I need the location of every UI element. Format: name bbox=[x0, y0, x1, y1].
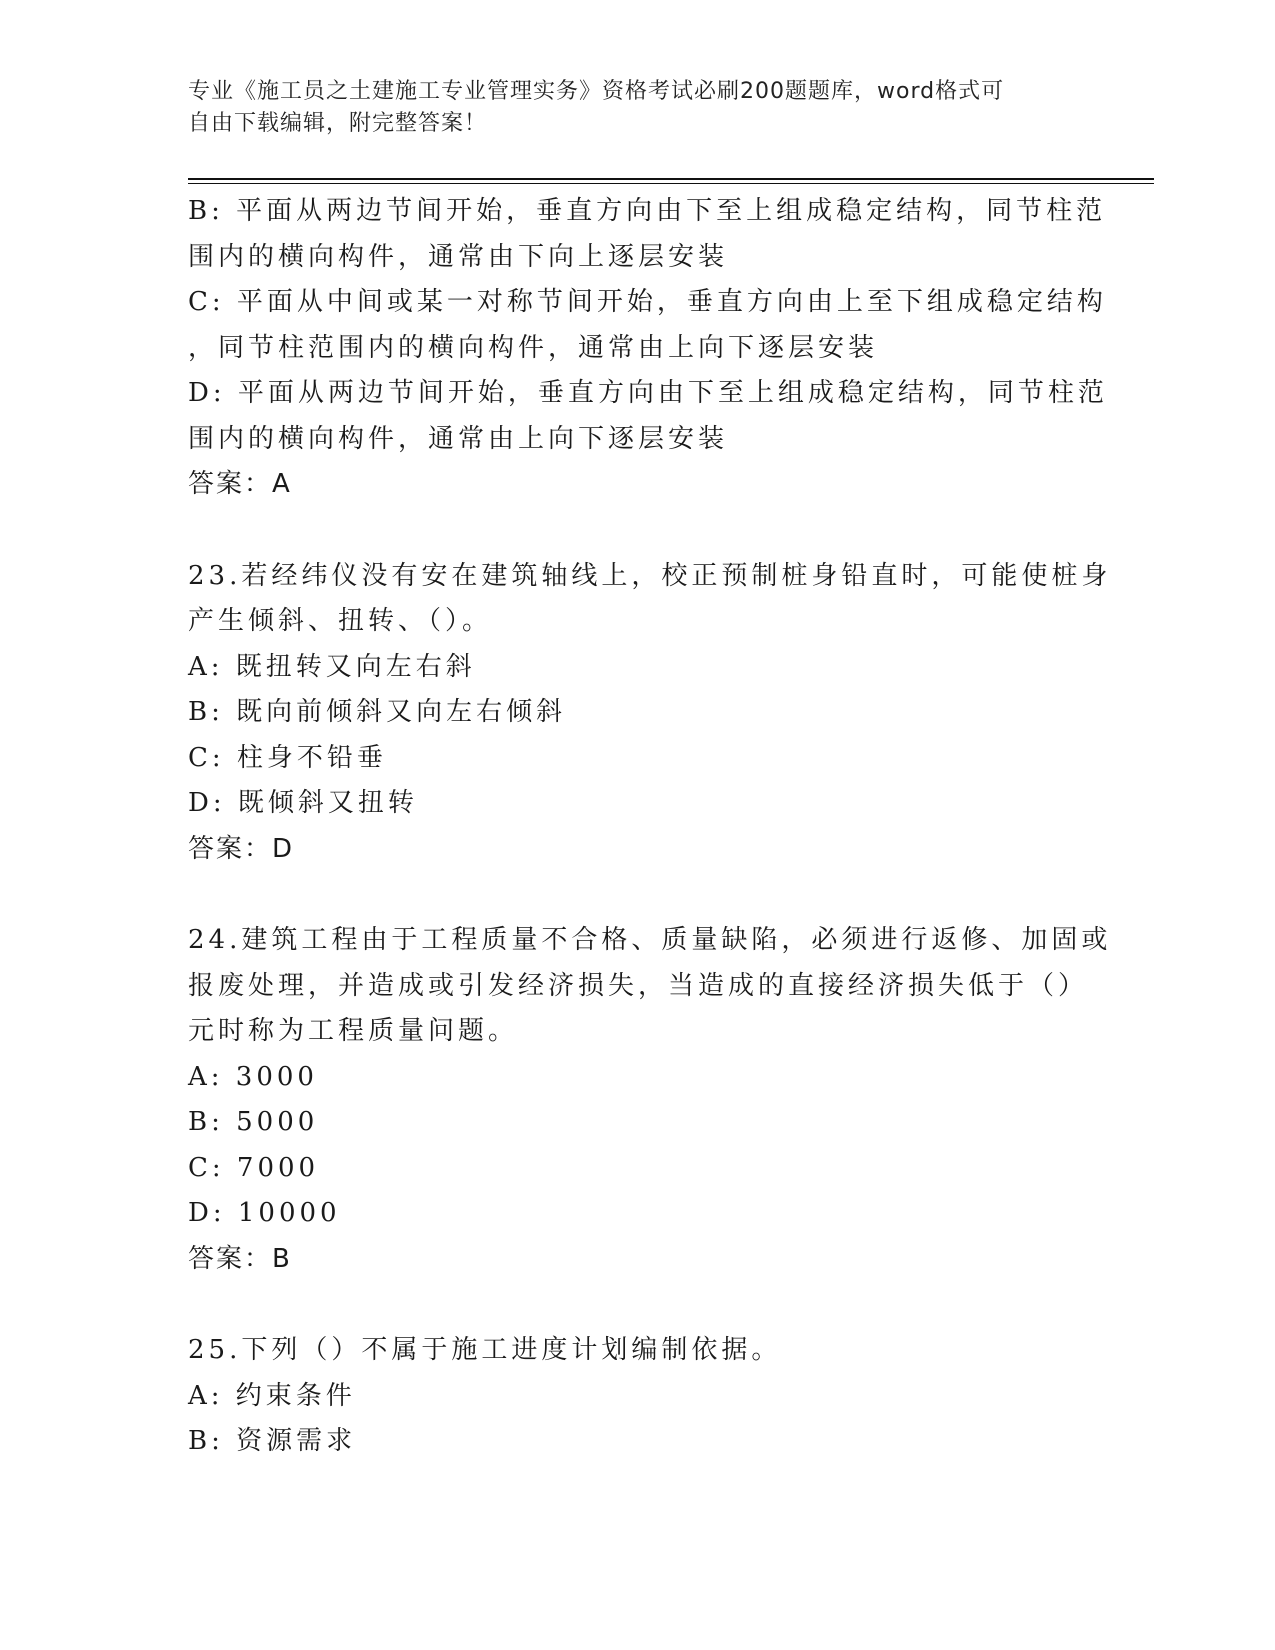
q22-option-d-line-1: D: 平面从两边节间开始，垂直方向由下至上组成稳定结构，同节柱范 bbox=[188, 378, 1108, 408]
question-24 bbox=[188, 918, 1112, 1282]
spacer bbox=[188, 508, 1088, 554]
q24-option-d: D: 10000 bbox=[188, 1198, 341, 1228]
header-title-line-1: 专业《施工员之土建施工专业管理实务》资格考试必刷200题题库，word格式可 bbox=[188, 79, 1005, 104]
q25-option-b: B: 资源需求 bbox=[188, 1426, 357, 1456]
q23-question-line-1: 23.若经纬仪没有安在建筑轴线上，校正预制桩身铅直时，可能使桩身 bbox=[188, 560, 1112, 591]
q25-option-a: A: 约束条件 bbox=[188, 1380, 356, 1411]
q22-answer: 答案：A bbox=[188, 469, 292, 499]
q25-question-line-1: 25.下列（）不属于施工进度计划编制依据。 bbox=[188, 1335, 782, 1365]
q23-option-b: B: 既向前倾斜又向左右倾斜 bbox=[188, 697, 567, 727]
q22-option-d-line-2: 围内的横向构件，通常由上向下逐层安装 bbox=[188, 423, 729, 454]
header-rule-thick bbox=[188, 178, 1154, 180]
q22-option-c-line-2: ，同节柱范围内的横向构件，通常由上向下逐层安装 bbox=[188, 332, 879, 363]
spacer bbox=[188, 1282, 1088, 1328]
q23-answer: 答案：D bbox=[188, 833, 295, 864]
question-25 bbox=[188, 1328, 1088, 1465]
question-content bbox=[188, 189, 1112, 1465]
document-header bbox=[188, 76, 1068, 140]
q24-question-line-1: 24.建筑工程由于工程质量不合格、质量缺陷，必须进行返修、加固或 bbox=[188, 925, 1112, 955]
question-22 bbox=[188, 189, 1108, 508]
q22-option-b-line-1: B: 平面从两边节间开始，垂直方向由下至上组成稳定结构，同节柱范 bbox=[188, 196, 1107, 226]
q23-option-a: A: 既扭转又向左右斜 bbox=[188, 651, 476, 682]
q23-option-d: D: 既倾斜又扭转 bbox=[188, 788, 418, 818]
question-23 bbox=[188, 554, 1112, 873]
q22-option-b-line-2: 围内的横向构件，通常由下向上逐层安装 bbox=[188, 241, 729, 272]
q24-option-a: A: 3000 bbox=[188, 1061, 318, 1092]
q23-option-c: C: 柱身不铅垂 bbox=[188, 742, 387, 773]
q22-option-c-line-1: C: 平面从中间或某一对称节间开始，垂直方向由上至下组成稳定结构 bbox=[188, 287, 1107, 317]
q24-option-b: B: 5000 bbox=[188, 1107, 319, 1137]
q24-answer: 答案：B bbox=[188, 1243, 292, 1274]
q24-option-c: C: 7000 bbox=[188, 1152, 320, 1183]
header-title-line-2: 自由下载编辑，附完整答案！ bbox=[188, 111, 488, 136]
q24-question-line-2: 报废处理，并造成或引发经济损失，当造成的直接经济损失低于（） bbox=[188, 970, 1089, 1001]
q24-question-line-3: 元时称为工程质量问题。 bbox=[188, 1016, 519, 1046]
spacer bbox=[188, 872, 1088, 918]
q23-question-line-2: 产生倾斜、扭转、（）。 bbox=[188, 606, 493, 636]
header-rule-thin bbox=[188, 183, 1154, 184]
